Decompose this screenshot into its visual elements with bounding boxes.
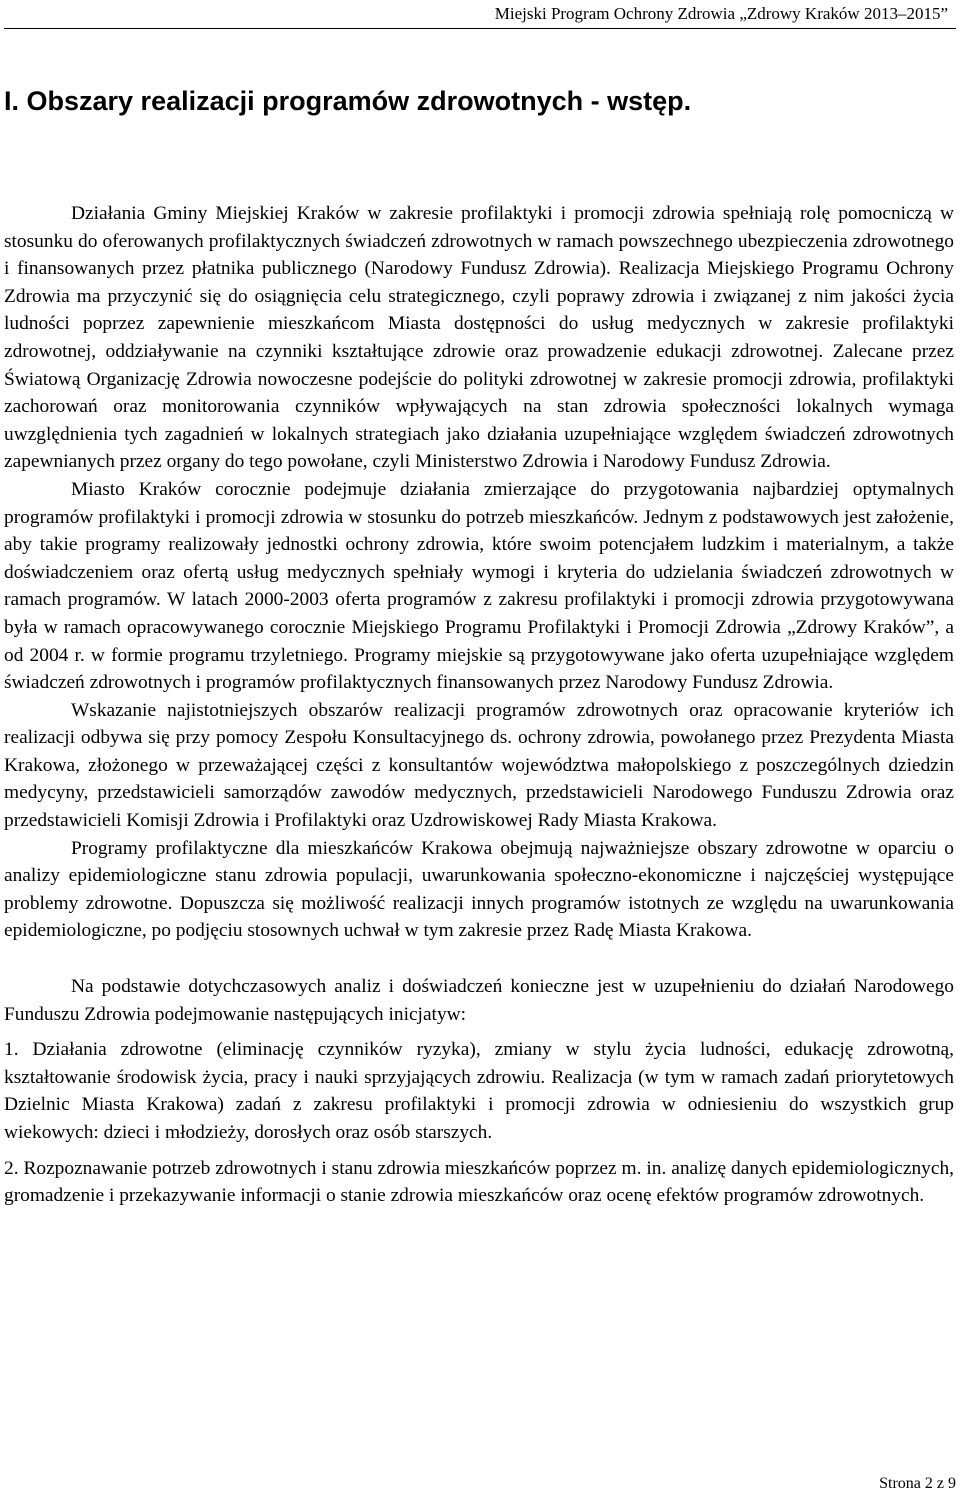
- list-item-1: 1. Działania zdrowotne (eliminację czynników ryzyka), zmiany w stylu życia ludności, edukację zdrowotną, kształtowanie środowisk życia, pracy i nauki sprzyjających zdrowiu. Realizacja (w tym w ramach zadań priorytetowych Dzielnic Miasta Krakowa) zadań z zakresu profilaktyki i promocji zdrowia w odniesieniu do wszystkich grup wiekowych: dzieci i młodzieży, dorosłych oraz osób starszych.: [4, 1039, 954, 1143]
- running-header-title: Miejski Program Ochrony Zdrowia „Zdrowy Kraków 2013–2015”: [494, 4, 948, 23]
- paragraph-prevention-programs: Programy profilaktyczne dla mieszkańców Krakowa obejmują najważniejsze obszary zdrowotne w oparciu o analizy epidemiologiczne stanu zdrowia populacji, uwarunkowania społeczno-ekonomiczne i najczęściej występujące problemy zdrowotne. Dopuszcza się możliwość realizacji innych programów istotnych ze względu na uwarunkowania epidemiologiczne, po podjęciu stosownych uchwał w tym zakresie przez Radę Miasta Krakowa.: [4, 837, 954, 942]
- section-heading: I. Obszary realizacji programów zdrowotnych - wstęp.: [4, 86, 692, 116]
- list-item-2: 2. Rozpoznawanie potrzeb zdrowotnych i stanu zdrowia mieszkańców poprzez m. in. analizę danych epidemiologicznych, gromadzenie i przekazywanie informacji o stanie zdrowia mieszkańców oraz ocenę efektów programów zdrowotnych.: [4, 1157, 954, 1207]
- header-divider: [4, 28, 956, 29]
- paragraph-intro: Działania Gminy Miejskiej Kraków w zakresie profilaktyki i promocji zdrowia spełniają rolę pomocniczą w stosunku do oferowanych profilaktycznych świadczeń zdrowotnych w ramach powszechnego ubezpieczenia zdrowotnego i finansowanych przez płatnika publicznego (Narodowy Fundusz Zdrowia). Realizacja Miejskiego Programu Ochrony Zdrowia ma przyczynić się do osiągnięcia celu strategicznego, czyli poprawy zdrowia i związanej z nim jakości życia ludności poprzez zapewnienie mieszkańcom Miasta dostępności do usług medycznych w zakresie profilaktyki zdrowotnej, oddziaływanie na czynniki kształtujące zdrowie oraz prowadzenie edukacji zdrowotnej. Zalecane przez Światową Organizację Zdrowia nowoczesne podejście do polityki zdrowotnej w zakresie promocji zdrowia, profilaktyki zachorowań oraz monitorowania czynników wpływających na stan zdrowia społeczności lokalnych wymaga uwzględnienia tych zagadnień w lokalnych strategiach jako działania uzupełniające względem świadczeń zdrowotnych zapewnianych przez organy do tego powołane, czyli Ministerstwo Zdrowia i Narodowy Fundusz Zdrowia.: [4, 203, 954, 473]
- body-text: [4, 200, 954, 1210]
- paragraph-initiatives-intro: Na podstawie dotychczasowych analiz i doświadczeń konieczne jest w uzupełnieniu do działań Narodowego Funduszu Zdrowia podejmowanie następujących inicjatyw:: [4, 976, 954, 1025]
- paragraph-consultation-team: Wskazanie najistotniejszych obszarów realizacji programów zdrowotnych oraz opracowanie kryteriów ich realizacji odbywa się przy pomocy Zespołu Konsultacyjnego ds. ochrony zdrowia, powołanego przez Prezydenta Miasta Krakowa, złożonego w przeważającej części z konsultantów województwa małopolskiego z poszczególnych dziedzin medycyny, przedstawicieli samorządów zawodów medycznych, przedstawicieli Narodowego Funduszu Zdrowia oraz przedstawicieli Komisji Zdrowia i Profilaktyki oraz Uzdrowiskowej Rady Miasta Krakowa.: [4, 699, 954, 832]
- page-number: Strona 2 z 9: [879, 1475, 956, 1492]
- paragraph-city-programs: Miasto Kraków corocznie podejmuje działania zmierzające do przygotowania najbardziej optymalnych programów profilaktyki i promocji zdrowia w stosunku do potrzeb mieszkańców. Jednym z podstawowych jest założenie, aby takie programy realizowały jednostki ochrony zdrowia, które swoim potencjałem ludzkim i materialnym, a także doświadczeniem oraz ofertą usług medycznych spełniały wymogi i kryteria do udzielania świadczeń zdrowotnych w ramach programów. W latach 2000-2003 oferta programów z zakresu profilaktyki i promocji zdrowia przygotowywana była w ramach opracowywanego corocznie Miejskiego Programu Profilaktyki i Promocji Zdrowia „Zdrowy Kraków”, a od 2004 r. w formie programu trzyletniego. Programy miejskie są przygotowywane jako oferta uzupełniające względem świadczeń zdrowotnych i programów profilaktycznych finansowanych przez Narodowy Fundusz Zdrowia.: [4, 478, 954, 694]
